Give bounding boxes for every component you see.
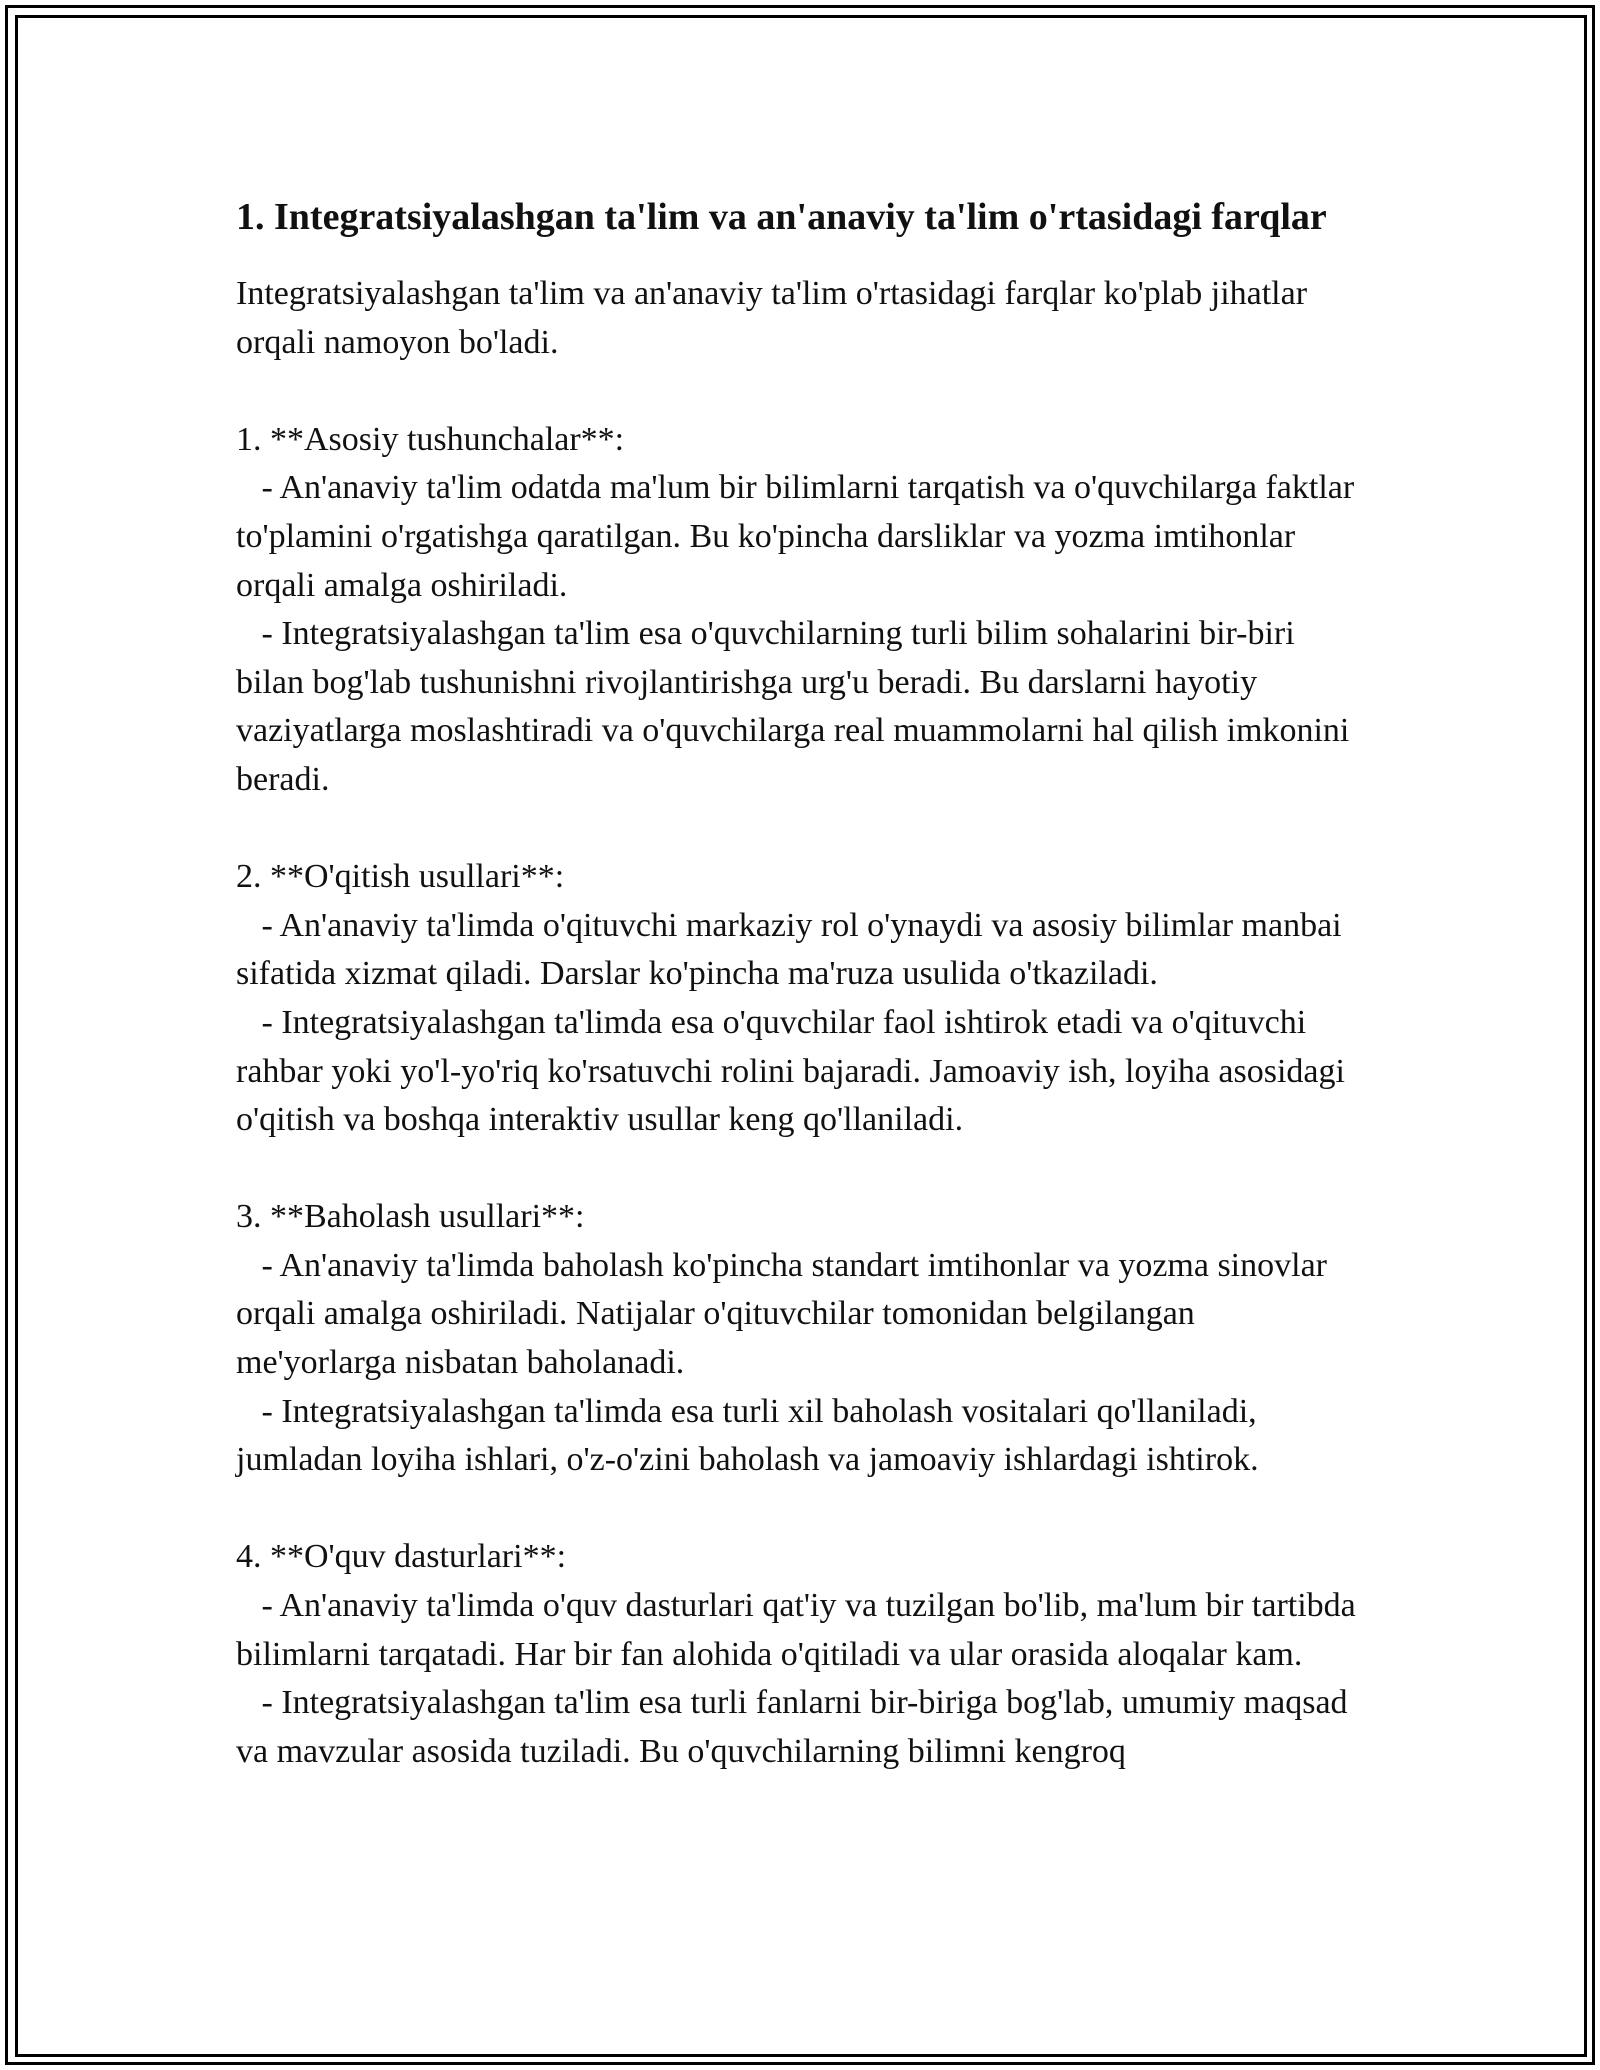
document-body: Integratsiyalashgan ta'lim va an'anaviy ta'lim o'rtasidagi farqlar ko'plab jihatlar orqali namoyon bo'ladi. 1. **Asosiy tushunchalar**: - An'anaviy ta'lim odatda ma'lum bir bilimlarni tarqatish va o'quvchilarga faktlar to'plamini o'rgatishga qaratilgan. Bu ko'pincha darsliklar va yozma imtihonlar orqali amalga oshiriladi. - Integratsiyalashgan ta'lim esa o'quvchilarning turli bilim sohalarini bir-biri bilan bog'lab tushunishni rivojlantirishga urg'u beradi. Bu darslarni hayotiy vaziyatlarga moslashtiradi va o'quvchilarga real muammolarni hal qilish imkonini beradi. 2. **O'qitish usullari**: - An'anaviy ta'limda o'qituvchi markaziy rol o'ynaydi va asosiy bilimlar manbai sifatida xizmat qiladi. Darslar ko'pincha ma'ruza usulida o'tkaziladi. - Integratsiyalashgan ta'limda esa o'quvchilar faol ishtirok etadi va o'qituvchi rahbar yoki yo'l-yo'riq ko'rsatuvchi rolini bajaradi. Jamoaviy ish, loyiha asosidagi o'qitish va boshqa interaktiv usullar keng qo'llaniladi. 3. **Baholash usullari**: - An'anaviy ta'limda baholash ko'pincha standart imtihonlar va yozma sinovlar orqali amalga oshiriladi. Natijalar o'qituvchilar tomonidan belgilangan me'yorlarga nisbatan baholanadi. - Integratsiyalashgan ta'limda esa turli xil baholash vositalari qo'llaniladi, jumladan loyiha ishlari, o'z-o'zini baholash va jamoaviy ishlardagi ishtirok. 4. **O'quv dasturlari**: - An'anaviy ta'limda o'quv dasturlari qat'iy va tuzilgan bo'lib, ma'lum bir tartibda bilimlarni tarqatadi. Har bir fan alohida o'qitiladi va ular orasida aloqalar kam. - Integratsiyalashgan ta'lim esa turli fanlarni bir-biriga bog'lab, umumiy maqsad va mavzular asosida tuziladi. Bu o'quvchilarning bilimni kengroq	[236, 275, 1356, 1770]
document-title: 1. Integratsiyalashgan ta'lim va an'anaviy ta'lim o'rtasidagi farqlar	[236, 196, 1327, 238]
document-content	[236, 190, 1356, 1776]
